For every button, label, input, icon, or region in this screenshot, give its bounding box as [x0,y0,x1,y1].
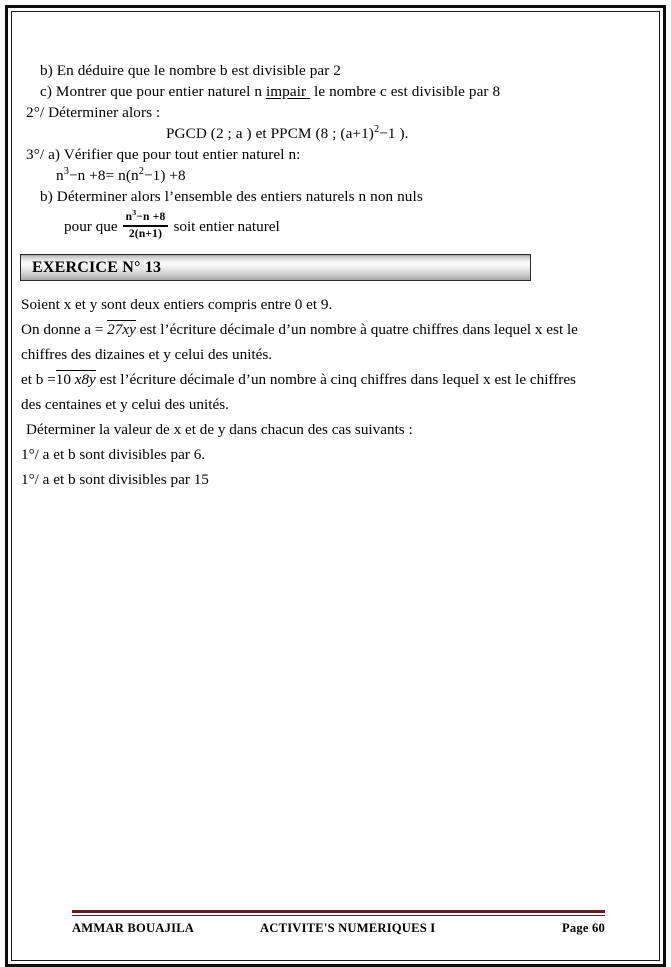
identity-part2: −n +8= n(n [68,167,139,184]
exercise-line-5 [18,392,653,417]
exercise-line-4 [18,367,653,392]
exercise-line-5-text: des centaines et y celui des unités. [21,396,229,413]
question-b-text: b) En déduire que le nombre b est divisible par 2 [40,62,341,79]
question-c-emphasis: impair [265,83,307,100]
pgcd-exponent: 2 [373,123,380,135]
exercise-line-3-text: chiffres des dizaines et y celui des unités. [21,346,273,363]
fraction-prefix: pour que [64,218,118,235]
page-footer [28,910,643,936]
fraction-numerator-exponent: 3 [132,208,137,218]
question-c-line [18,81,653,102]
overlined-number-a: 27xy [107,321,136,338]
exercise-line-4-suffix: est l’écriture décimale d’un nombre à cinq chiffres dans lequel x est le chiffres [99,371,576,388]
exercise-line-6-text: Déterminer la valeur de x et de y dans chacun des cas suivants : [26,421,413,438]
exercise-question-1 [18,442,653,467]
exercise-line-2 [18,317,653,342]
continued-exercise-block [18,60,653,247]
footer-page-number: Page 60 [561,921,605,935]
question-3a-line [18,144,653,165]
overlined-number-b-italic: x8y [74,371,96,388]
identity-exponent-1: 3 [63,165,69,177]
footer-rule-thin [72,915,605,916]
fraction-numerator [123,208,169,225]
footer-subject: ACTIVITE'S NUMERIQUES I [260,921,436,935]
exercise-question-2-text: 1°/ a et b sont divisibles par 15 [21,471,209,488]
exercise-question-2 [18,467,653,492]
question-3b-text: b) Déterminer alors l’ensemble des entiers naturels n non nuls [40,188,423,205]
fraction-suffix: soit entier naturel [173,218,280,235]
question-3b-line [18,186,653,207]
question-3a-text: 3°/ a) Vérifier que pour tout entier naturel n: [26,146,301,163]
pgcd-ppcm-tail: −1 ). [379,125,409,142]
footer-author: AMMAR BOUAJILA [72,921,195,935]
footer-row [72,921,605,936]
identity-line [18,165,653,186]
pgcd-ppcm-line [18,123,653,144]
exercise-line-2-suffix: est l’écriture décimale d’un nombre à quatre chiffres dans lequel x est le [139,321,578,338]
exercise-line-1 [18,292,653,317]
exercise-line-6 [18,417,653,442]
exercise-line-4-prefix: et b = [21,371,56,388]
page-content [18,18,653,954]
fraction-denominator: 2(n+1) [128,227,163,240]
overlined-number-b [56,370,96,388]
document-page [5,5,666,967]
question-c-suffix: le nombre c est divisible par 8 [314,83,501,100]
question-2-text: 2°/ Déterminer alors : [26,104,161,121]
identity-part1: n [56,167,64,184]
question-c-prefix: c) Montrer que pour entier naturel n [40,83,263,100]
fraction-numerator-rest: −n +8 [136,211,166,224]
question-b-line [18,60,653,81]
fraction-condition-line [18,207,653,247]
exercise-line-3 [18,342,653,367]
identity-exponent-2: 2 [138,165,144,177]
overlined-number-b-upright: 10 [55,371,71,388]
exercise-title: EXERCICE N° 13 [32,258,162,276]
pgcd-ppcm-text: PGCD (2 ; a ) et PPCM (8 ; (a+1) [166,125,374,142]
exercise-header-bar [20,254,531,281]
exercise-body [18,292,653,492]
identity-part3: −1) +8 [143,167,186,184]
exercise-line-1-text: Soient x et y sont deux entiers compris entre 0 et 9. [21,296,333,313]
exercise-line-2-prefix: On donne a = [21,321,104,338]
fraction-numerator-base: n [125,211,133,224]
question-2-line [18,102,653,123]
exercise-header [20,254,533,283]
fraction [123,208,169,241]
exercise-question-1-text: 1°/ a et b sont divisibles par 6. [21,446,206,463]
